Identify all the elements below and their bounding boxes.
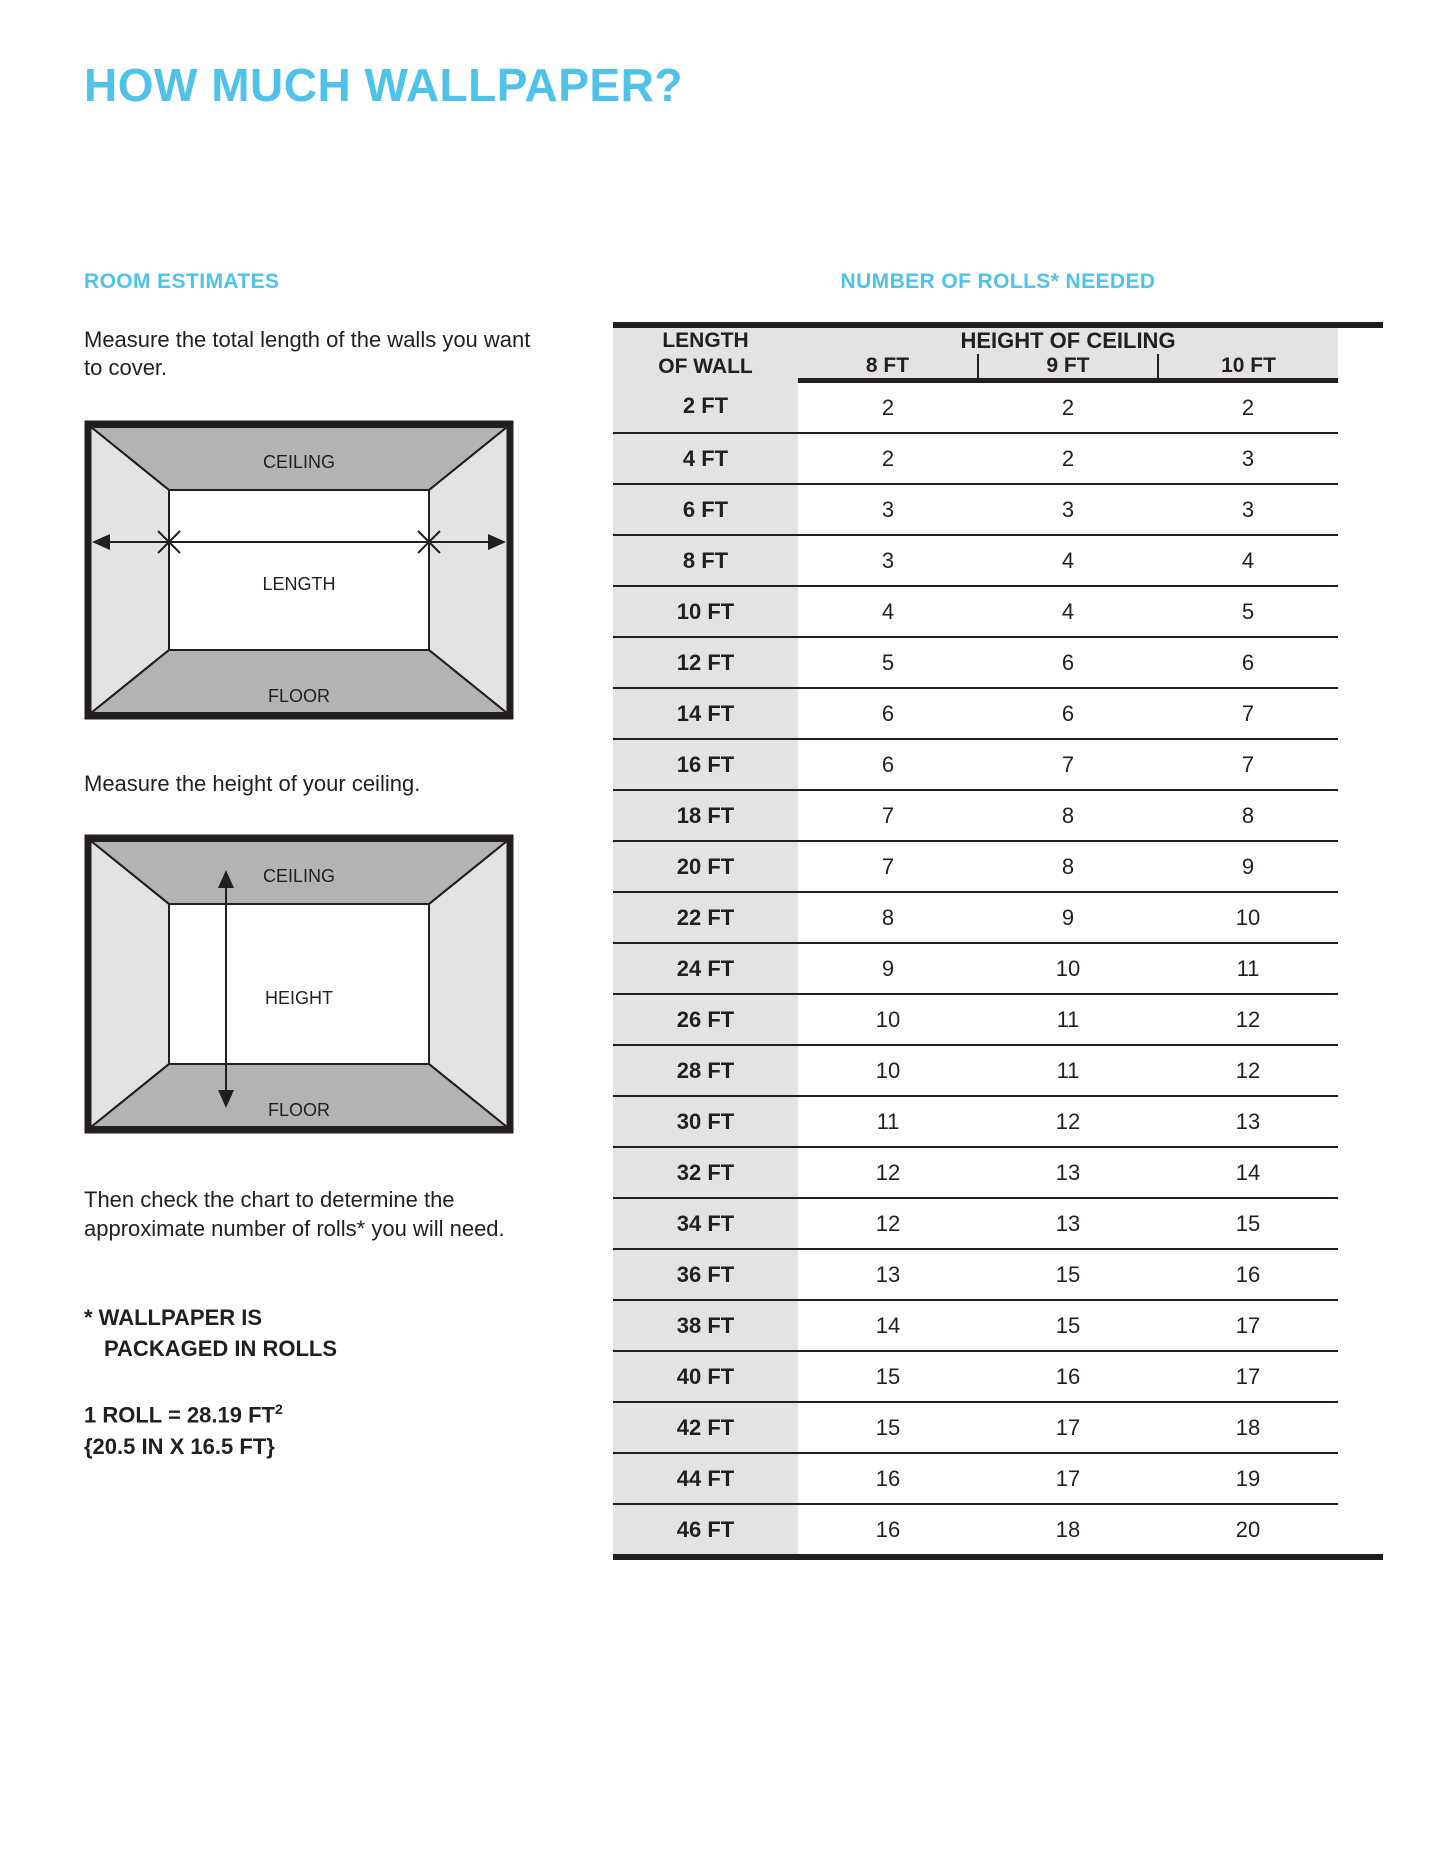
row-label-length: 18 FT: [613, 790, 798, 841]
header-col-10ft: 10 FT: [1158, 354, 1338, 381]
row-label-length: 20 FT: [613, 841, 798, 892]
page-title: HOW MUCH WALLPAPER?: [84, 59, 683, 111]
cell-rolls-8ft: 7: [798, 790, 978, 841]
cell-rolls-9ft: 4: [978, 586, 1158, 637]
cell-rolls-10ft: 14: [1158, 1147, 1338, 1198]
cell-rolls-10ft: 17: [1158, 1300, 1338, 1351]
cell-rolls-9ft: 4: [978, 535, 1158, 586]
cell-rolls-10ft: 12: [1158, 994, 1338, 1045]
cell-rolls-8ft: 7: [798, 841, 978, 892]
cell-rolls-9ft: 3: [978, 484, 1158, 535]
cell-rolls-10ft: 19: [1158, 1453, 1338, 1504]
cell-rolls-10ft: 6: [1158, 637, 1338, 688]
row-label-length: 16 FT: [613, 739, 798, 790]
svg-text:LENGTH: LENGTH: [262, 574, 336, 595]
cell-rolls-9ft: 10: [978, 943, 1158, 994]
cell-rolls-8ft: 15: [798, 1351, 978, 1402]
row-label-length: 26 FT: [613, 994, 798, 1045]
step-1-instruction: Measure the total length of the walls you want to cover.: [84, 327, 531, 381]
cell-rolls-10ft: 4: [1158, 535, 1338, 586]
cell-rolls-8ft: 3: [798, 535, 978, 586]
cell-rolls-9ft: 8: [978, 790, 1158, 841]
cell-rolls-9ft: 12: [978, 1096, 1158, 1147]
row-label-length: 36 FT: [613, 1249, 798, 1300]
row-label-length: 28 FT: [613, 1045, 798, 1096]
footnote-line-1: * WALLPAPER IS: [84, 1304, 263, 1330]
svg-text:CEILING: CEILING: [262, 866, 336, 887]
roll-size-line-1: 1 ROLL = 28.19 FT: [84, 1402, 275, 1428]
cell-rolls-9ft: 18: [1055, 1516, 1081, 1542]
table-row: [613, 586, 1338, 637]
cell-rolls-10ft: 3: [1158, 484, 1338, 535]
cell-rolls-8ft: 9: [798, 943, 978, 994]
row-label-length: 34 FT: [613, 1198, 798, 1249]
table-header-row-group: [613, 328, 1338, 354]
roll-size-line-2: {20.5 IN X 16.5 FT}: [84, 1433, 275, 1459]
table-row: [613, 1045, 1338, 1096]
roll-size-note: [84, 1400, 544, 1462]
cell-rolls-10ft: 7: [1158, 739, 1338, 790]
rolls-table-section: [613, 270, 1383, 1560]
table-row: [613, 1402, 1338, 1453]
table-row: [613, 1249, 1338, 1300]
table-row: [613, 1198, 1338, 1249]
cell-rolls-9ft: 15: [978, 1300, 1158, 1351]
cell-rolls-9ft: 13: [978, 1147, 1158, 1198]
cell-rolls-8ft: 2: [798, 433, 978, 484]
cell-rolls-10ft: 17: [1158, 1351, 1338, 1402]
table-row: [613, 943, 1338, 994]
step-2-instruction: Measure the height of your ceiling.: [84, 771, 421, 797]
cell-rolls-9ft: 2: [978, 433, 1158, 484]
cell-rolls-8ft: 11: [798, 1096, 978, 1147]
cell-rolls-10ft: 12: [1158, 1045, 1338, 1096]
table-row: [613, 1147, 1338, 1198]
cell-rolls-10ft: 8: [1158, 790, 1338, 841]
rolls-table-body: [613, 381, 1338, 1555]
table-row: [613, 739, 1338, 790]
room-estimates-section: [84, 270, 544, 1462]
cell-rolls-9ft: 6: [978, 637, 1158, 688]
section-heading-room-estimates: ROOM ESTIMATES: [84, 270, 280, 293]
table-row: [613, 1096, 1338, 1147]
cell-rolls-9ft: 17: [978, 1453, 1158, 1504]
table-row: [613, 688, 1338, 739]
cell-rolls-8ft: 6: [798, 739, 978, 790]
cell-rolls-8ft: 12: [798, 1198, 978, 1249]
cell-rolls-10ft: 16: [1158, 1249, 1338, 1300]
cell-rolls-8ft: 3: [798, 484, 978, 535]
footnote-line-2: PACKAGED IN ROLLS: [104, 1335, 338, 1361]
cell-rolls-8ft: 5: [798, 637, 978, 688]
cell-rolls-9ft: 11: [978, 1045, 1158, 1096]
table-row: [613, 790, 1338, 841]
svg-text:FLOOR: FLOOR: [267, 1100, 331, 1121]
cell-rolls-8ft: 10: [798, 1045, 978, 1096]
cell-rolls-9ft: 7: [978, 739, 1158, 790]
header-col-9ft: 9 FT: [978, 354, 1158, 381]
cell-rolls-8ft: 12: [798, 1147, 978, 1198]
row-label-length: 6 FT: [613, 484, 798, 535]
cell-rolls-9ft: 13: [978, 1198, 1158, 1249]
cell-rolls-9ft: 16: [978, 1351, 1158, 1402]
rolls-table: [613, 328, 1338, 1554]
table-row: [613, 994, 1338, 1045]
row-label-length: 46 FT: [613, 1504, 798, 1554]
table-row: [613, 841, 1338, 892]
row-label-length: 14 FT: [613, 688, 798, 739]
table-row: [613, 1351, 1338, 1402]
row-label-length: 4 FT: [613, 433, 798, 484]
svg-text:CEILING: CEILING: [262, 452, 336, 473]
cell-rolls-10ft: 9: [1158, 841, 1338, 892]
room-diagram-length: [84, 420, 514, 730]
row-label-length: 42 FT: [613, 1402, 798, 1453]
step-3-instruction: Then check the chart to determine the approximate number of rolls* you will need.: [84, 1187, 505, 1241]
cell-rolls-10ft: 20: [1235, 1516, 1261, 1542]
cell-rolls-8ft: 16: [798, 1453, 978, 1504]
cell-rolls-10ft: 18: [1158, 1402, 1338, 1453]
svg-text:FLOOR: FLOOR: [267, 686, 331, 707]
roll-size-superscript: 2: [274, 1401, 283, 1418]
row-label-length: 12 FT: [613, 637, 798, 688]
cell-rolls-9ft: 17: [978, 1402, 1158, 1453]
cell-rolls-10ft: 2: [1158, 381, 1338, 434]
cell-rolls-10ft: 15: [1158, 1198, 1338, 1249]
row-label-length: 2 FT: [613, 381, 798, 434]
rolls-table-head: [613, 328, 1338, 381]
cell-rolls-8ft: 4: [798, 586, 978, 637]
cell-rolls-8ft: 15: [798, 1402, 978, 1453]
row-label-length: 8 FT: [613, 535, 798, 586]
cell-rolls-10ft: 7: [1158, 688, 1338, 739]
cell-rolls-9ft: 6: [978, 688, 1158, 739]
table-row: [613, 1300, 1338, 1351]
header-col-8ft: 8 FT: [798, 354, 978, 381]
room-diagram-height: [84, 834, 514, 1144]
cell-rolls-9ft: 9: [978, 892, 1158, 943]
cell-rolls-9ft: 8: [978, 841, 1158, 892]
row-label-length: 24 FT: [613, 943, 798, 994]
table-row: [613, 1504, 1338, 1554]
table-row: [613, 637, 1338, 688]
table-row: [613, 892, 1338, 943]
row-label-length: 22 FT: [613, 892, 798, 943]
cell-rolls-10ft: 3: [1158, 433, 1338, 484]
cell-rolls-8ft: 8: [798, 892, 978, 943]
cell-rolls-9ft: 15: [978, 1249, 1158, 1300]
cell-rolls-10ft: 13: [1158, 1096, 1338, 1147]
footnote-wallpaper-rolls: [84, 1303, 544, 1365]
header-length-of-wall-line2: OF WALL: [658, 355, 753, 379]
cell-rolls-8ft: 2: [798, 381, 978, 434]
row-label-length: 30 FT: [613, 1096, 798, 1147]
cell-rolls-8ft: 14: [798, 1300, 978, 1351]
cell-rolls-8ft: 10: [798, 994, 978, 1045]
cell-rolls-10ft: 5: [1158, 586, 1338, 637]
table-row: [613, 1453, 1338, 1504]
header-height-of-ceiling: HEIGHT OF CEILING: [798, 328, 1338, 354]
cell-rolls-9ft: 11: [978, 994, 1158, 1045]
cell-rolls-8ft: 16: [875, 1516, 901, 1542]
cell-rolls-8ft: 6: [798, 688, 978, 739]
table-row: [613, 433, 1338, 484]
header-length-of-wall: [613, 328, 798, 381]
row-label-length: 32 FT: [613, 1147, 798, 1198]
row-label-length: 40 FT: [613, 1351, 798, 1402]
svg-text:HEIGHT: HEIGHT: [264, 988, 334, 1009]
section-heading-rolls-needed: NUMBER OF ROLLS* NEEDED: [840, 270, 1156, 293]
table-row: [613, 535, 1338, 586]
row-label-length: 10 FT: [613, 586, 798, 637]
rolls-table-wrapper: [613, 322, 1383, 1560]
cell-rolls-10ft: 11: [1158, 943, 1338, 994]
cell-rolls-8ft: 13: [798, 1249, 978, 1300]
table-row: [613, 381, 1338, 434]
table-row: [613, 484, 1338, 535]
cell-rolls-9ft: 2: [978, 381, 1158, 434]
header-length-of-wall-line1: LENGTH: [662, 329, 749, 352]
row-label-length: 44 FT: [613, 1453, 798, 1504]
row-label-length: 38 FT: [613, 1300, 798, 1351]
cell-rolls-10ft: 10: [1158, 892, 1338, 943]
